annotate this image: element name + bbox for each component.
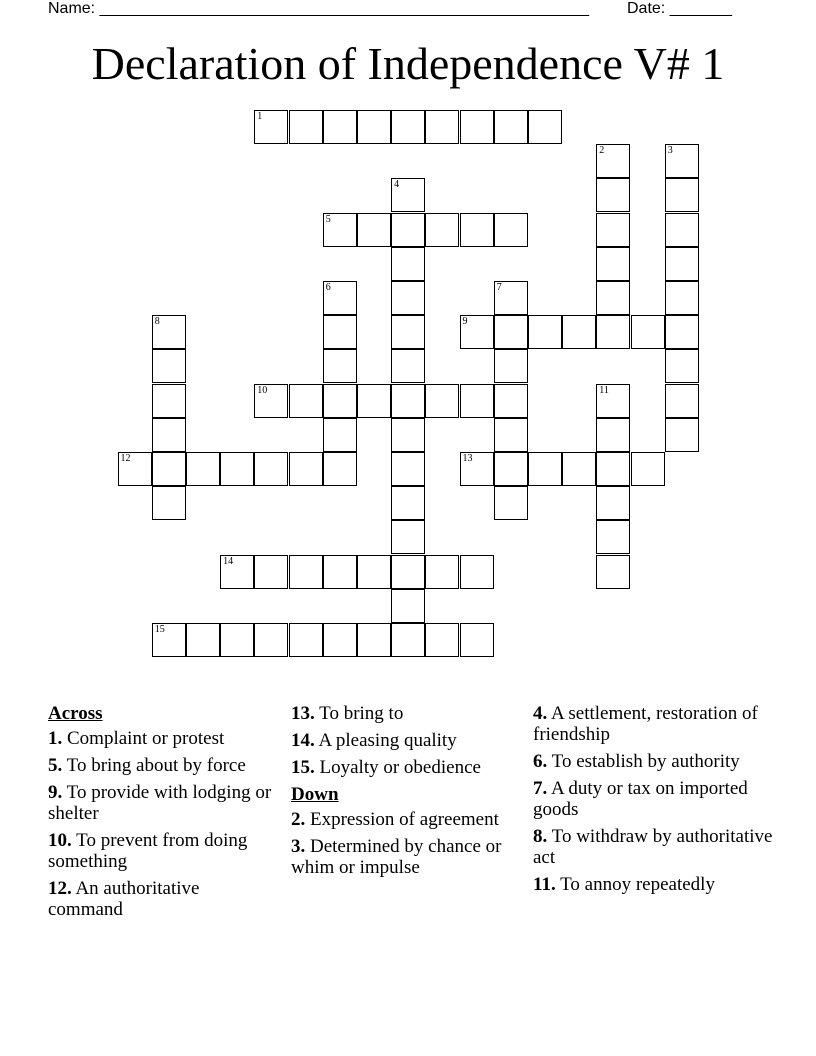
crossword-cell[interactable] (494, 110, 528, 144)
crossword-cell[interactable] (596, 418, 630, 452)
crossword-cell[interactable] (152, 486, 186, 520)
crossword-cell[interactable] (425, 555, 459, 589)
clue-across-1: 1. Complaint or protest (48, 728, 225, 749)
crossword-cell[interactable] (665, 418, 699, 452)
crossword-cell[interactable] (562, 452, 596, 486)
crossword-cell[interactable] (323, 349, 357, 383)
clue-number: 14 (223, 555, 234, 567)
crossword-cell[interactable] (289, 384, 323, 418)
crossword-cell[interactable] (289, 555, 323, 589)
crossword-cell[interactable] (596, 555, 630, 589)
clue-number: 5 (325, 213, 331, 225)
crossword-cell[interactable] (323, 213, 357, 247)
crossword-cell[interactable] (323, 281, 357, 315)
crossword-cell[interactable] (391, 247, 425, 281)
clue-number: 12 (120, 453, 131, 464)
crossword-cell[interactable] (494, 418, 528, 452)
crossword-cell[interactable] (425, 110, 459, 144)
crossword-cell[interactable] (391, 384, 425, 418)
crossword-cell[interactable] (494, 452, 528, 486)
clue-across-14: 14. A pleasing quality (291, 730, 457, 751)
crossword-cell[interactable] (254, 623, 288, 657)
crossword-cell[interactable] (323, 315, 357, 349)
crossword-cell[interactable] (323, 452, 357, 486)
clues-column-2 (291, 703, 521, 884)
crossword-cell[interactable] (152, 623, 186, 657)
crossword-cell[interactable] (460, 452, 494, 486)
crossword-cell[interactable] (596, 281, 630, 315)
crossword-cell[interactable] (460, 315, 494, 349)
crossword-cell[interactable] (289, 452, 323, 486)
crossword-cell[interactable] (596, 486, 630, 520)
crossword-cell[interactable] (152, 452, 186, 486)
crossword-cell[interactable] (425, 213, 459, 247)
crossword-cell[interactable] (494, 213, 528, 247)
clue-number: 8 (154, 316, 160, 328)
clue-number: 10 (257, 384, 268, 396)
crossword-cell[interactable] (391, 178, 425, 212)
crossword-cell[interactable] (186, 623, 220, 657)
crossword-cell[interactable] (460, 384, 494, 418)
crossword-cell[interactable] (152, 315, 186, 349)
crossword-cell[interactable] (357, 623, 391, 657)
crossword-cell[interactable] (323, 555, 357, 589)
crossword-cell[interactable] (254, 452, 288, 486)
crossword-cell[interactable] (323, 623, 357, 657)
clue-across-13: 13. To bring to (291, 703, 404, 724)
clue-number: 2 (599, 145, 605, 157)
across-heading: Across (48, 703, 103, 724)
crossword-cell[interactable] (528, 110, 562, 144)
crossword-cell[interactable] (391, 486, 425, 520)
crossword-cell[interactable] (254, 110, 288, 144)
crossword-cell[interactable] (528, 452, 562, 486)
crossword-cell[interactable] (665, 281, 699, 315)
crossword-cell[interactable] (152, 418, 186, 452)
crossword-cell[interactable] (391, 349, 425, 383)
clue-down-7: 7. A duty or tax on imported goods (533, 778, 748, 820)
crossword-cell[interactable] (665, 349, 699, 383)
crossword-cell[interactable] (289, 623, 323, 657)
crossword-cell[interactable] (494, 315, 528, 349)
crossword-cell[interactable] (596, 520, 630, 554)
crossword-cell[interactable] (289, 110, 323, 144)
clue-across-5: 5. To bring about by force (48, 755, 246, 776)
crossword-cell[interactable] (391, 452, 425, 486)
crossword-cell[interactable] (323, 110, 357, 144)
clue-number: 9 (462, 316, 468, 328)
crossword-cell[interactable] (665, 213, 699, 247)
clue-number: 6 (325, 282, 331, 293)
crossword-cell[interactable] (494, 384, 528, 418)
crossword-cell[interactable] (323, 384, 357, 418)
clue-number: 15 (154, 624, 165, 635)
page-title: Declaration of Independence V# 1 (91, 38, 725, 89)
crossword-cell[interactable] (425, 384, 459, 418)
crossword-cell[interactable] (391, 418, 425, 452)
crossword-cell[interactable] (391, 520, 425, 554)
crossword-cell[interactable] (357, 110, 391, 144)
crossword-cell[interactable] (494, 486, 528, 520)
clue-across-9: 9. To provide with lodging or shelter (48, 782, 272, 824)
crossword-cell[interactable] (254, 555, 288, 589)
crossword-cell[interactable] (220, 452, 254, 486)
crossword-cell[interactable] (391, 213, 425, 247)
crossword-cell[interactable] (391, 110, 425, 144)
crossword-cell[interactable] (596, 213, 630, 247)
crossword-cell[interactable] (665, 247, 699, 281)
clue-down-6: 6. To establish by authority (533, 751, 740, 772)
crossword-cell[interactable] (494, 349, 528, 383)
crossword-cell[interactable] (528, 315, 562, 349)
crossword-cell[interactable] (391, 555, 425, 589)
crossword-cell[interactable] (323, 418, 357, 452)
crossword-cell[interactable] (391, 623, 425, 657)
crossword-cell[interactable] (665, 178, 699, 212)
crossword-cell[interactable] (118, 452, 152, 486)
clue-number: 13 (462, 453, 473, 464)
clue-number: 3 (667, 145, 673, 157)
clue-number: 11 (599, 384, 609, 396)
name-field-label: Name: _______________________________________________________ (48, 0, 589, 17)
crossword-cell[interactable] (596, 452, 630, 486)
crossword-cell[interactable] (596, 384, 630, 418)
clue-down-11: 11. To annoy repeatedly (533, 874, 715, 895)
crossword-cell[interactable] (665, 144, 699, 178)
clue-down-4: 4. A settlement, restoration of friendship (533, 703, 758, 745)
clue-number: 4 (394, 179, 400, 191)
crossword-cell[interactable] (220, 623, 254, 657)
crossword-cell[interactable] (357, 213, 391, 247)
crossword-cell[interactable] (494, 281, 528, 315)
clue-across-12: 12. An authoritative command (48, 878, 200, 920)
crossword-cell[interactable] (254, 384, 288, 418)
crossword-cell[interactable] (425, 623, 459, 657)
crossword-cell[interactable] (460, 623, 494, 657)
crossword-cell[interactable] (665, 315, 699, 349)
clue-number: 1 (257, 111, 263, 122)
crossword-cell[interactable] (357, 555, 391, 589)
crossword-cell[interactable] (152, 384, 186, 418)
down-heading: Down (291, 784, 339, 805)
crossword-cell[interactable] (665, 384, 699, 418)
crossword-cell[interactable] (631, 452, 665, 486)
crossword-cell[interactable] (460, 213, 494, 247)
clue-down-2: 2. Expression of agreement (291, 809, 499, 830)
clues-column-3 (533, 703, 773, 901)
clue-across-15: 15. Loyalty or obedience (291, 757, 481, 778)
clue-number: 7 (496, 282, 502, 293)
crossword-cell[interactable] (357, 384, 391, 418)
clues-column-1 (48, 703, 278, 926)
clue-down-3: 3. Determined by chance or whim or impulse (291, 836, 502, 878)
crossword-cell[interactable] (186, 452, 220, 486)
crossword-cell[interactable] (596, 178, 630, 212)
crossword-cell[interactable] (152, 349, 186, 383)
crossword-cell[interactable] (391, 281, 425, 315)
crossword-cell[interactable] (460, 555, 494, 589)
crossword-cell[interactable] (596, 247, 630, 281)
crossword-cell[interactable] (391, 589, 425, 623)
crossword-cell[interactable] (460, 110, 494, 144)
crossword-cell[interactable] (562, 315, 596, 349)
date-field-label: Date: _______ (627, 0, 732, 17)
crossword-cell[interactable] (596, 315, 630, 349)
clue-down-8: 8. To withdraw by authoritative act (533, 826, 773, 868)
crossword-cell[interactable] (631, 315, 665, 349)
crossword-cell[interactable] (391, 315, 425, 349)
crossword-cell[interactable] (220, 555, 254, 589)
clue-across-10: 10. To prevent from doing something (48, 830, 248, 872)
crossword-cell[interactable] (596, 144, 630, 178)
